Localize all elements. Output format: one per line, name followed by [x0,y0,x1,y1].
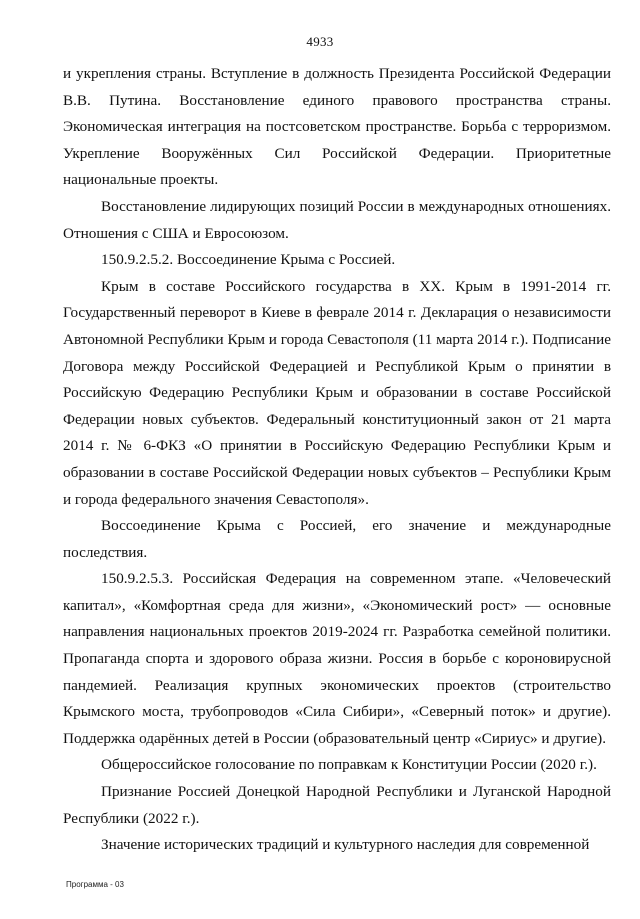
document-body [63,61,611,859]
paragraph-dpr-lpr-recognition: Признание Россией Донецкой Народной Республики и Луганской Народной Республики (2022 г.). [63,783,611,827]
paragraph-crimea-reunification: Воссоединение Крыма с Россией, его значение и международные последствия. [63,517,611,561]
paragraph-modern-russia: 150.9.2.5.3. Российская Федерация на современном этапе. «Человеческий капитал», «Комфортная среда для жизни», «Экономический рост» — основные направления национальных проектов 2019-2024 гг. Разработка семейной политики. Пропаганда спорта и здорового образа жизни. Россия в борьбе с короновирусной пандемией. Реализация крупных экономических проектов (строительство Крымского моста, трубопроводов «Сила Сибири», «Северный поток» и другие). Поддержка одарённых детей в России (образовательный центр «Сириус» и другие). [63,570,611,747]
paragraph-crimea-history: Крым в составе Российского государства в XX. Крым в 1991-2014 гг. Государственный переворот в Киеве в феврале 2014 г. Декларация о независимости Автономной Республики Крым и города Севастополя (11 марта 2014 г.). Подписание Договора между Российской Федерацией и Республикой Крым о принятии в Российскую Федерацию Республики Крым и образовании в составе Российской Федерации новых субъектов. Федеральный конституционный закон от 21 марта 2014 г. № 6-ФКЗ «О принятии в Российскую Федерацию Республики Крым и образовании в составе Российской Федерации новых субъектов – Республики Крым и города федерального значения Севастополя». [63,277,611,508]
section-heading-crimea: 150.9.2.5.2. Воссоединение Крыма с Россией. [101,251,396,269]
paragraph-constitution-vote: Общероссийское голосование по поправкам к Конституции России (2020 г.). [101,756,597,774]
paragraph-historical-traditions: Значение исторических традиций и культурного наследия для современной [101,836,590,854]
footer-program-label: Программа - 03 [66,880,124,889]
paragraph-continuation: и укрепления страны. Вступление в должность Президента Российской Федерации В.В. Путина. Восстановление единого правового пространства страны. Экономическая интеграция на постсоветском пространстве. Борьба с терроризмом. Укрепление Вооружённых Сил Российской Федерации. Приоритетные национальные проекты. [63,65,611,189]
page-number: 4933 [306,34,334,49]
paragraph-international-relations: Восстановление лидирующих позиций России в международных отношениях. Отношения с США и Евросоюзом. [63,197,611,242]
